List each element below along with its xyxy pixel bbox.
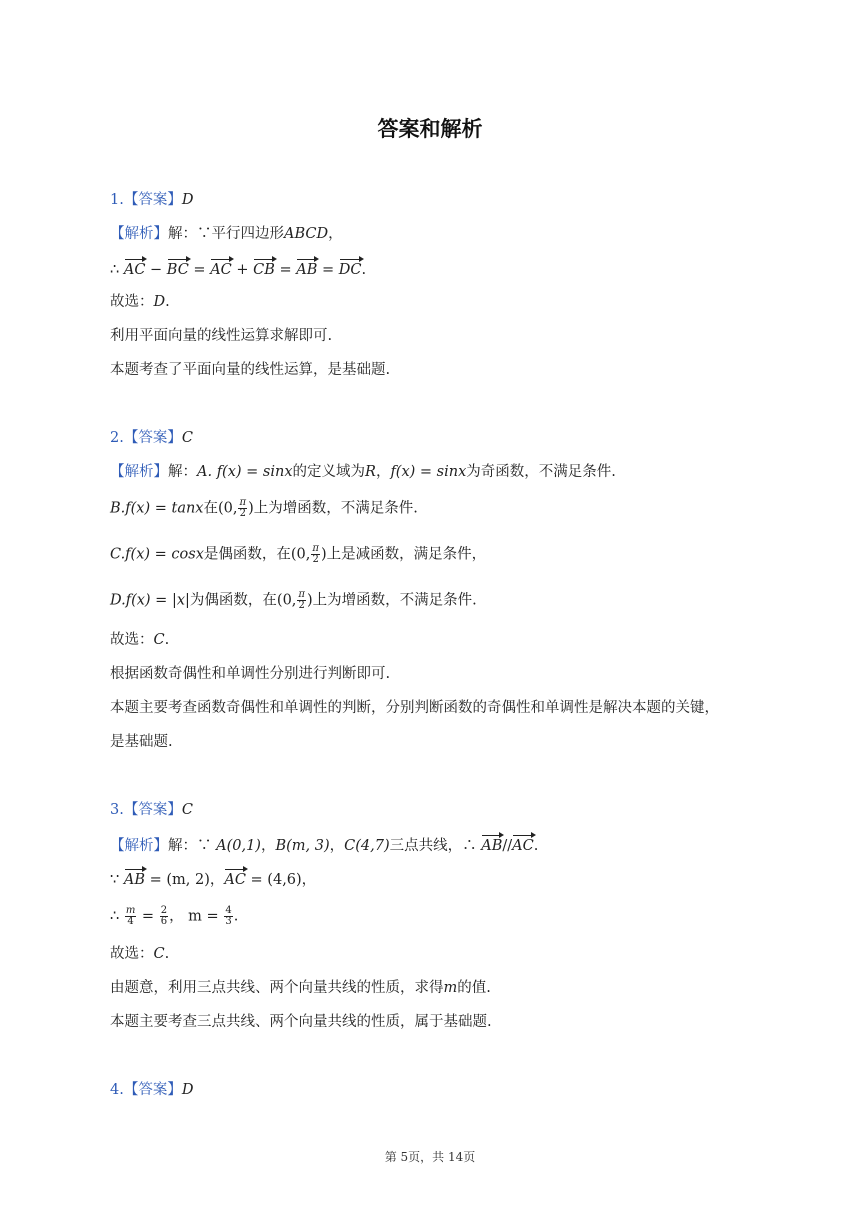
q1-comment-line: 本题考查了平面向量的线性运算，是基础题. (110, 362, 391, 378)
q1-answer: D (181, 192, 194, 208)
q1-choice-line: 故选：D. (110, 294, 170, 310)
q2-analysis-line4: D.f(x) = |x|为偶函数，在(0, $\frac{\pi}{2}$ )上为增函数，不满足条件. (110, 589, 477, 611)
vector-AC: AC (124, 258, 146, 280)
q3-answer-line (110, 800, 193, 820)
q3-answer-label: 【答案】 (123, 802, 182, 818)
q1-number: 1. (110, 192, 124, 208)
q2-answer-line (110, 428, 193, 448)
page-title: 答案和解析 (377, 117, 483, 141)
q4-number: 4. (110, 1082, 124, 1098)
vector-AC: AC (224, 868, 246, 890)
q2-analysis-line1: 【解析】解：A. f(x) = sinx的定义域为R，f(x) = sinx为奇函数，不满足条件. (110, 464, 616, 480)
fraction-m-over-4: $\frac{m}{4}$ (125, 905, 136, 927)
pi-over-2-fraction: $\frac{\pi}{2}$ (298, 589, 305, 611)
q2-choice-line: 故选：C. (110, 632, 170, 648)
q3-number: 3. (110, 802, 124, 818)
q2-answer-label: 【答案】 (123, 430, 182, 446)
vector-AB: AB (481, 834, 502, 856)
vector-AC: AC (512, 834, 534, 856)
q1-analysis-line2: ∴ AC − BC = AC + CB = AB = DC. (110, 258, 366, 280)
q2-comment-line: 本题主要考查函数奇偶性和单调性的判断，分别判断函数的奇偶性和单调性是解决本题的关键， (110, 700, 719, 716)
q1-method-line: 利用平面向量的线性运算求解即可. (110, 328, 333, 344)
q1-text: 解：∵平行四边形 (168, 226, 284, 242)
q3-analysis-line3: ∴ $\frac{m}{4}$ = $\frac{2}{6}$ ， m = $\frac{4}{3}$ . (110, 905, 239, 927)
pi-over-2-fraction: $\frac{\pi}{2}$ (239, 497, 247, 519)
q3-analysis-line1: 【解析】解：∵ A(0,1)，B(m, 3)，C(4,7)三点共线，∴ AB//AC. (110, 834, 538, 856)
vector-AB: AB (124, 868, 145, 890)
q3-analysis-label: 【解析】 (110, 838, 168, 854)
q3-comment-line: 本题主要考查三点共线、两个向量共线的性质，属于基础题. (110, 1014, 492, 1030)
q2-number: 2. (110, 430, 124, 446)
pi-over-2-fraction: $\frac{\pi}{2}$ (312, 543, 319, 565)
q1-answer-line (110, 190, 193, 210)
vector-CB: CB (253, 258, 275, 280)
q4-answer-label: 【答案】 (123, 1082, 182, 1098)
q1-answer-label: 【答案】 (123, 192, 182, 208)
q2-analysis-label: 【解析】 (110, 464, 168, 480)
q1-text: ， (328, 226, 343, 242)
q3-answer: C (181, 802, 193, 818)
q2-analysis-line2: B.f(x) = tanx在(0, $\frac{\pi}{2}$ )上为增函数，不满足条件. (110, 497, 418, 519)
q2-analysis-line3: C.f(x) = cosx是偶函数，在(0, $\frac{\pi}{2}$ )上是减函数，满足条件， (110, 543, 487, 565)
q2-answer: C (181, 430, 193, 446)
vector-AC: AC (210, 258, 232, 280)
q3-analysis-line2: ∵ AB = (m, 2)，AC = (4,6)， (110, 868, 316, 890)
vector-DC: DC (339, 258, 362, 280)
q2-method-line: 根据函数奇偶性和单调性分别进行判断即可. (110, 666, 391, 682)
q1-analysis-label: 【解析】 (110, 226, 168, 242)
page-footer: 第 5页，共 14页 (384, 1150, 476, 1164)
vector-BC: BC (167, 258, 189, 280)
q1-analysis-line1 (110, 224, 343, 244)
fraction-4-over-3: $\frac{4}{3}$ (225, 905, 232, 927)
q4-answer-line (110, 1080, 193, 1100)
fraction-2-over-6: $\frac{2}{6}$ (160, 905, 168, 927)
q3-choice-line: 故选：C. (110, 946, 170, 962)
vector-AB: AB (296, 258, 317, 280)
q1-math: ABCD (284, 226, 329, 242)
q2-comment-line2: 是基础题. (110, 734, 173, 750)
q4-answer: D (181, 1082, 194, 1098)
q3-method-line: 由题意，利用三点共线、两个向量共线的性质，求得m的值. (110, 980, 491, 996)
